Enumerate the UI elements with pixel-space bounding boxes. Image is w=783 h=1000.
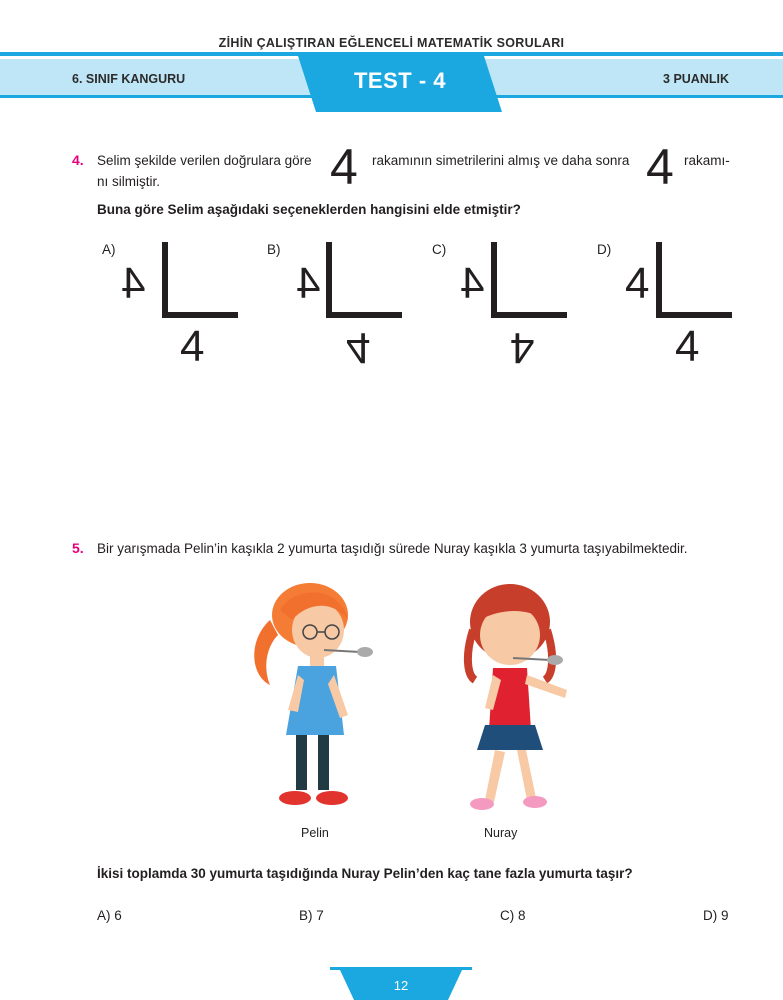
question-5-prompt: İkisi toplamda 30 yumurta taşıdığında Nuray Pelin’den kaç tane fazla yumurta taşır? (97, 866, 633, 881)
pelin-illustration (240, 580, 380, 820)
question-4-text-c: rakamı- (684, 153, 730, 168)
class-label: 6. SINIF KANGURU (72, 72, 186, 86)
option-c-left-digit: 4 (460, 259, 485, 308)
q5-option-a[interactable]: A) 6 (97, 908, 122, 923)
option-b-label[interactable]: B) (267, 242, 281, 257)
question-4-digit-2: 4 (646, 139, 674, 195)
option-d-label[interactable]: D) (597, 242, 612, 257)
q5-option-b[interactable]: B) 7 (299, 908, 324, 923)
question-5-number: 5. (72, 540, 84, 556)
question-4-number: 4. (72, 152, 84, 168)
option-a-horizontal-line (162, 312, 238, 318)
option-c-vertical-line (491, 242, 497, 318)
option-d-left-digit: 4 (625, 259, 650, 308)
question-4-text-d: nı silmiştir. (97, 174, 161, 189)
points-label: 3 PUANLIK (663, 72, 729, 86)
option-d-bottom-digit: 4 (675, 322, 700, 371)
q5-option-d[interactable]: D) 9 (703, 908, 729, 923)
option-c-bottom-digit: 4 (510, 323, 535, 372)
option-a-bottom-digit: 4 (180, 322, 205, 371)
option-b-left-digit: 4 (296, 259, 321, 308)
nuray-illustration (455, 580, 585, 820)
question-4-prompt: Buna göre Selim aşağıdaki seçeneklerden hangisini elde etmiştir? (97, 202, 521, 217)
question-5-text: Bir yarışmada Pelin’in kaşıkla 2 yumurta taşıdığı sürede Nuray kaşıkla 3 yumurta taşıyabilmektedir. (97, 541, 688, 556)
option-c-label[interactable]: C) (432, 242, 447, 257)
q5-option-c[interactable]: C) 8 (500, 908, 526, 923)
question-4-digit-1: 4 (330, 139, 358, 195)
option-a-vertical-line (162, 242, 168, 318)
page-number: 12 (393, 978, 409, 993)
option-b-horizontal-line (326, 312, 402, 318)
name-pelin: Pelin (301, 826, 329, 840)
name-nuray: Nuray (484, 826, 518, 840)
option-c-horizontal-line (491, 312, 567, 318)
series-title: ZİHİN ÇALIŞTIRAN EĞLENCELİ MATEMATİK SORULARI (218, 36, 565, 50)
question-4-text-a: Selim şekilde verilen doğrulara göre (97, 153, 312, 168)
option-d-vertical-line (656, 242, 662, 318)
option-b-vertical-line (326, 242, 332, 318)
option-b-bottom-digit: 4 (346, 323, 371, 372)
option-a-left-digit: 4 (121, 259, 146, 308)
option-d-horizontal-line (656, 312, 732, 318)
option-a-label[interactable]: A) (102, 242, 116, 257)
test-title: TEST - 4 (353, 68, 446, 93)
question-4-text-b: rakamının simetrilerini almış ve daha sonra (372, 153, 630, 168)
